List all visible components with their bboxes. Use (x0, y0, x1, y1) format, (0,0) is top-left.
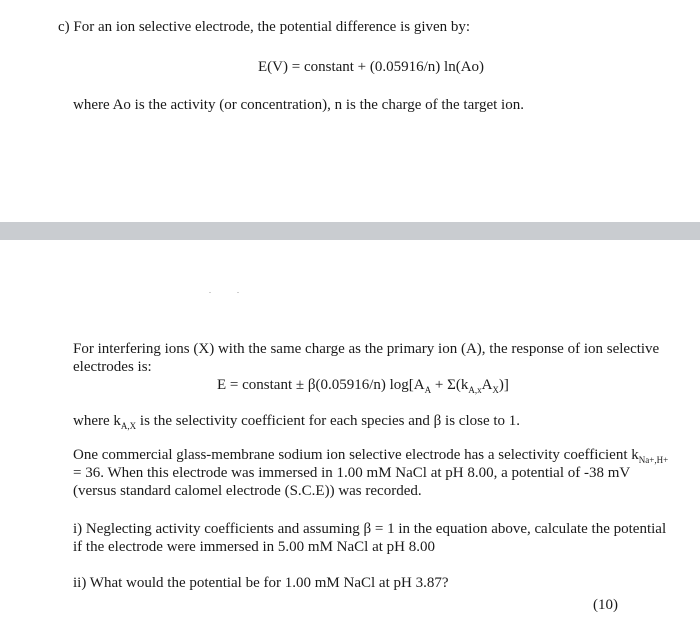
scan-speck (237, 292, 239, 293)
interference-intro: For interfering ions (X) with the same charge as the primary ion (A), the response of ion selective electrodes is: (73, 341, 660, 375)
nernst-equation: E(V) = constant + (0.05916/n) ln(Ao) (258, 59, 485, 75)
scan-speck (209, 292, 211, 293)
section-divider (0, 222, 700, 240)
question-i: i) Neglecting activity coefficients and assuming β = 1 in the equation above, calculate the potential if the electrode were immersed in 5.00 mM NaCl at pH 8.00 (73, 521, 667, 555)
marks: (10) (593, 597, 618, 613)
part-c-where: where Ao is the activity (or concentration), n is the charge of the target ion. (73, 97, 524, 113)
selectivity-definition: where $k_{A,X}$ is the selectivity coefficient for each species and β is close to 1. (73, 413, 521, 431)
electrode-description: One commercial glass-membrane sodium ion selective electrode has a selectivity coefficient $k_{Na+,H+} = 36$. When this electrode was immersed in 1.00 mM NaCl at pH 8.00, a potential of -38 mV (versus standard calomel electrode (S.C.E)) was recorded. (73, 447, 669, 499)
question-ii: ii) What would the potential be for 1.00 mM NaCl at pH 3.87? (73, 575, 449, 591)
part-c-intro: c) For an ion selective electrode, the potential difference is given by: (58, 19, 471, 35)
nikolsky-equation: E = constant ± β(0.05916/n) $\log[A_A + \Sigma(k_{A,x}A_X)]$ (217, 377, 509, 395)
